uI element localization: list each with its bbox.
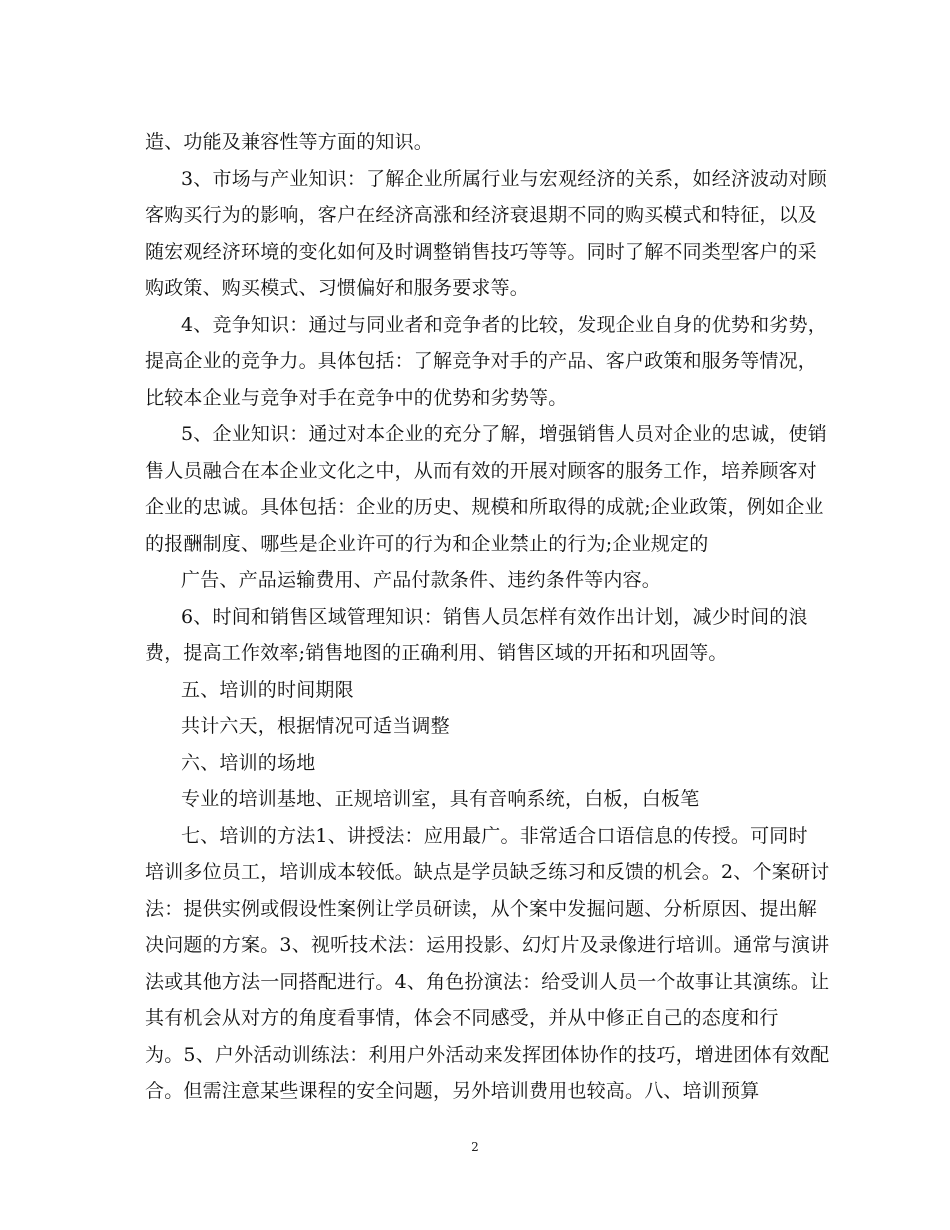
text-line: 费，提高工作效率;销售地图的正确利用、销售区域的开拓和巩固等。 xyxy=(145,642,728,664)
text-line: 提高企业的竞争力。具体包括：了解竞争对手的产品、客户政策和服务等情况， xyxy=(145,350,818,372)
text-line: 培训多位员工，培训成本较低。缺点是学员缺乏练习和反馈的机会。2、个案研讨 xyxy=(145,861,830,883)
section-heading: 五、培训的时间期限 xyxy=(181,679,354,701)
text-line: 4、竞争知识：通过与同业者和竞争者的比较，发现企业自身的优势和劣势， xyxy=(181,314,827,336)
text-line: 比较本企业与竞争对手在竞争中的优势和劣势等。 xyxy=(145,387,568,409)
text-line: 法或其他方法一同搭配进行。4、角色扮演法：给受训人员一个故事让其演练。让 xyxy=(145,971,830,993)
text-line: 为。5、户外活动训练法：利用户外活动来发挥团体协作的技巧，增进团体有效配 xyxy=(145,1044,830,1066)
text-line: 合。但需注意某些课程的安全问题，另外培训费用也较高。八、培训预算 xyxy=(145,1080,760,1102)
text-line: 共计六天，根据情况可适当调整 xyxy=(181,715,450,737)
text-line: 3、市场与产业知识：了解企业所属行业与宏观经济的关系，如经济波动对顾 xyxy=(181,168,827,190)
text-line: 广告、产品运输费用、产品付款条件、违约条件等内容。 xyxy=(181,569,662,591)
page-number: 2 xyxy=(471,1140,479,1154)
text-line: 决问题的方案。3、视听技术法：运用投影、幻灯片及录像进行培训。通常与演讲 xyxy=(145,934,830,956)
text-line: 其有机会从对方的角度看事情，体会不同感受，并从中修正自己的态度和行 xyxy=(145,1007,779,1029)
text-line: 随宏观经济环境的变化如何及时调整销售技巧等等。同时了解不同类型客户的采 xyxy=(145,241,818,263)
text-line: 6、时间和销售区域管理知识：销售人员怎样有效作出计划，减少时间的浪 xyxy=(181,606,808,628)
text-line: 客购买行为的影响，客户在经济高涨和经济衰退期不同的购买模式和特征，以及 xyxy=(145,204,818,226)
text-line: 七、培训的方法1、讲授法：应用最广。非常适合口语信息的传授。可同时 xyxy=(181,825,808,847)
text-line: 法：提供实例或假设性案例让学员研读，从个案中发掘问题、分析原因、提出解 xyxy=(145,898,818,920)
text-line: 购政策、购买模式、习惯偏好和服务要求等。 xyxy=(145,277,530,299)
text-line: 造、功能及兼容性等方面的知识。 xyxy=(145,131,434,153)
text-line: 的报酬制度、哪些是企业许可的行为和企业禁止的行为;企业规定的 xyxy=(145,533,709,555)
text-line: 售人员融合在本企业文化之中，从而有效的开展对顾客的服务工作，培养顾客对 xyxy=(145,460,818,482)
text-line: 5、企业知识：通过对本企业的充分了解，增强销售人员对企业的忠诚，使销 xyxy=(181,423,827,445)
text-line: 专业的培训基地、正规培训室，具有音响系统，白板，白板笔 xyxy=(181,788,700,810)
section-heading: 六、培训的场地 xyxy=(181,752,316,774)
text-line: 企业的忠诚。具体包括：企业的历史、规模和所取得的成就;企业政策，例如企业 xyxy=(145,496,824,518)
